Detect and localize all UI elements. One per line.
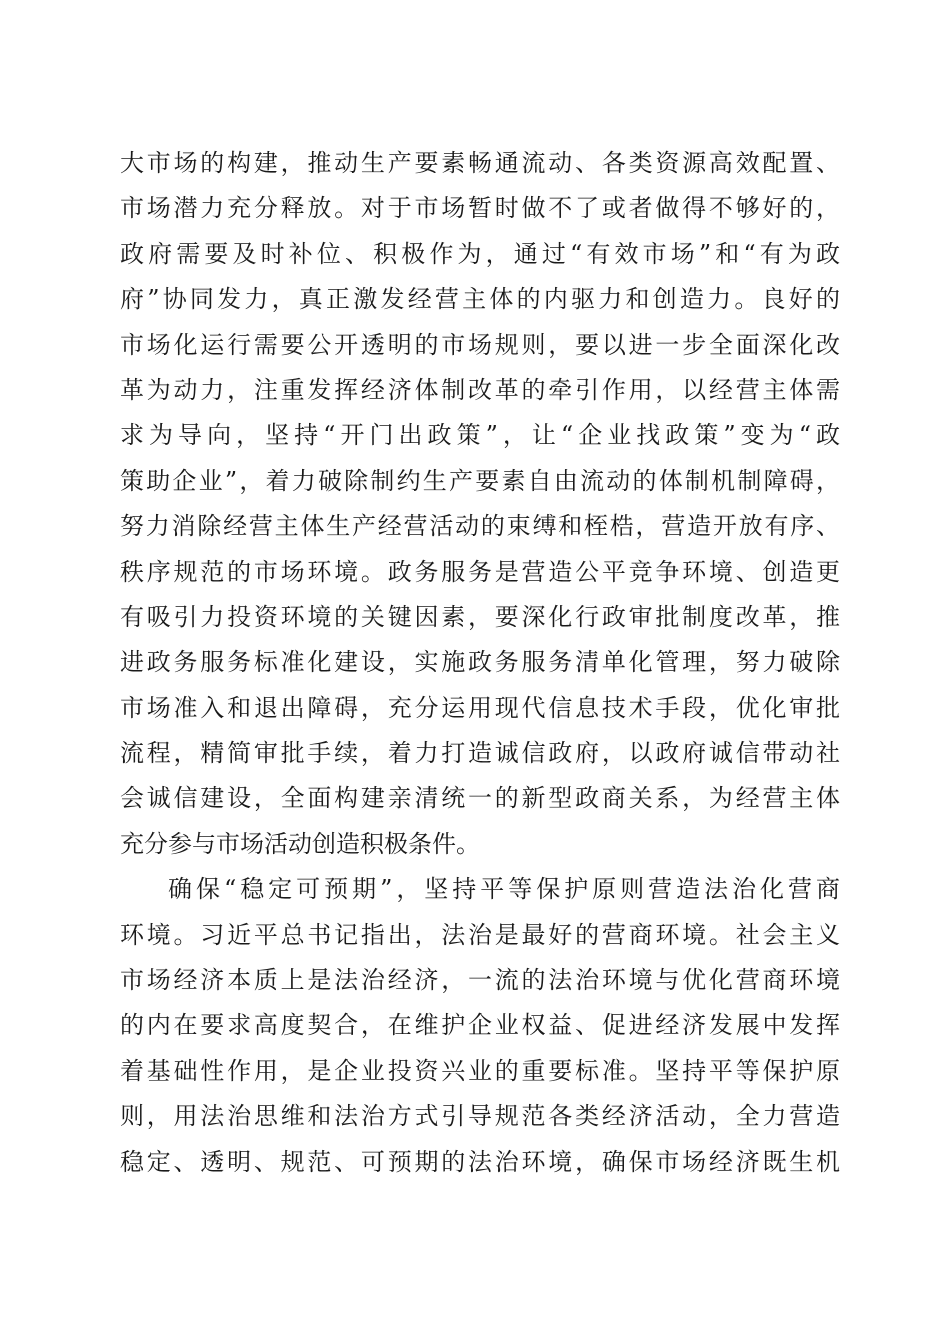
text-line: 有吸引力投资环境的关键因素，要深化行政审批制度改革，推 <box>120 602 840 631</box>
text-line: 着基础性作用，是企业投资兴业的重要标准。坚持平等保护原 <box>120 1056 840 1085</box>
text-line: 稳定、透明、规范、可预期的法治环境，确保市场经济既生机 <box>120 1147 840 1176</box>
text-line: 大市场的构建，推动生产要素畅通流动、各类资源高效配置、 <box>120 149 840 177</box>
text-line: 革为动力，注重发挥经济体制改革的牵引作用，以经营主体需 <box>120 375 840 404</box>
text-line: 的内在要求高度契合，在维护企业权益、促进经济发展中发挥 <box>120 1011 840 1040</box>
text-line: 则，用法治思维和法治方式引导规范各类经济活动，全力营造 <box>120 1102 840 1131</box>
text-line: 市场准入和退出障碍，充分运用现代信息技术手段，优化审批 <box>120 693 840 722</box>
paragraph-start-line: 确保“稳定可预期”，坚持平等保护原则营造法治化营商 <box>168 875 840 904</box>
text-line: 会诚信建设，全面构建亲清统一的新型政商关系，为经营主体 <box>120 784 840 813</box>
text-line: 流程，精简审批手续，着力打造诚信政府，以政府诚信带动社 <box>120 739 840 768</box>
text-line: 策助企业”，着力破除制约生产要素自由流动的体制机制障碍， <box>120 466 840 495</box>
text-line: 市场化运行需要公开透明的市场规则，要以进一步全面深化改 <box>120 330 840 359</box>
text-line: 秩序规范的市场环境。政务服务是营造公平竞争环境、创造更 <box>120 557 840 586</box>
text-line: 环境。习近平总书记指出，法治是最好的营商环境。社会主义 <box>120 920 840 949</box>
text-line: 市场潜力充分释放。对于市场暂时做不了或者做得不够好的， <box>120 194 840 223</box>
text-line: 市场经济本质上是法治经济，一流的法治环境与优化营商环境 <box>120 966 840 995</box>
text-line: 求为导向，坚持“开门出政策”，让“企业找政策”变为“政 <box>120 421 840 450</box>
text-line: 府”协同发力，真正激发经营主体的内驱力和创造力。良好的 <box>120 285 840 314</box>
text-line: 进政务服务标准化建设，实施政务服务清单化管理，努力破除 <box>120 648 840 677</box>
text-line: 努力消除经营主体生产经营活动的束缚和桎梏，营造开放有序、 <box>120 512 840 541</box>
body-text <box>120 141 840 1185</box>
paragraph-end-line: 充分参与市场活动创造积极条件。 <box>120 829 480 858</box>
text-line: 政府需要及时补位、积极作为，通过“有效市场”和“有为政 <box>120 239 840 268</box>
